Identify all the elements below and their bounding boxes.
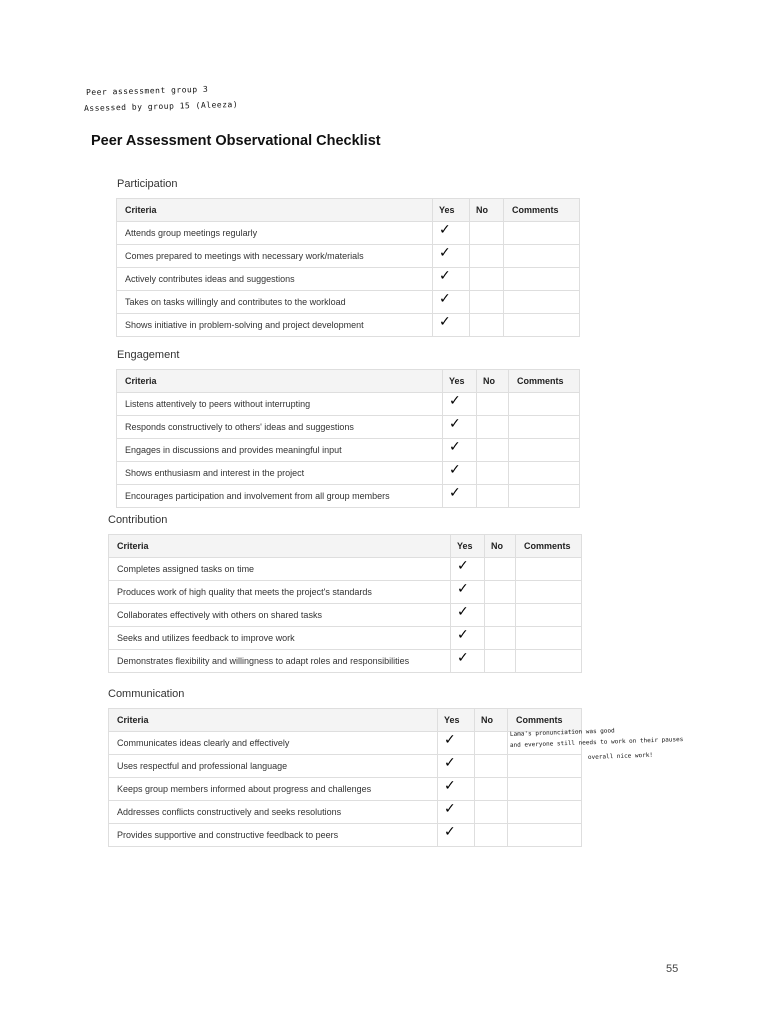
checkmark-icon: ✓ — [444, 824, 456, 840]
section-title-communication: Communication — [108, 688, 185, 700]
comments-header: Comments — [516, 535, 582, 558]
yes-cell — [443, 393, 477, 416]
yes-cell — [443, 416, 477, 439]
yes-cell — [451, 650, 485, 673]
no-cell — [470, 245, 504, 268]
table-row — [117, 222, 580, 245]
checkmark-icon: ✓ — [444, 732, 456, 748]
table-row — [117, 462, 580, 485]
no-cell — [470, 268, 504, 291]
no-header: No — [485, 535, 516, 558]
table-header-row — [109, 535, 582, 558]
handwritten-comment-line-1: Lama's pronunciation was good — [509, 727, 615, 738]
criteria-cell: Encourages participation and involvement from all group members — [117, 485, 443, 508]
criteria-cell: Comes prepared to meetings with necessary work/materials — [117, 245, 433, 268]
yes-cell — [438, 801, 475, 824]
table-row — [109, 604, 582, 627]
handwritten-comment-line-3: overall nice work! — [587, 751, 654, 761]
no-header: No — [470, 199, 504, 222]
yes-header: Yes — [451, 535, 485, 558]
table-row — [109, 558, 582, 581]
comments-cell — [504, 291, 580, 314]
checkmark-icon: ✓ — [457, 604, 469, 620]
no-cell — [485, 558, 516, 581]
checkmark-icon: ✓ — [439, 222, 451, 238]
criteria-cell: Engages in discussions and provides meaningful input — [117, 439, 443, 462]
yes-cell — [451, 604, 485, 627]
checkmark-icon: ✓ — [444, 755, 456, 771]
criteria-header: Criteria — [109, 709, 438, 732]
checkmark-icon: ✓ — [449, 439, 461, 455]
criteria-cell: Keeps group members informed about progress and challenges — [109, 778, 438, 801]
criteria-cell: Produces work of high quality that meets the project's standards — [109, 581, 451, 604]
no-header: No — [475, 709, 508, 732]
criteria-cell: Provides supportive and constructive feedback to peers — [109, 824, 438, 847]
comments-cell — [516, 650, 582, 673]
table-header-row — [117, 370, 580, 393]
comments-cell — [504, 222, 580, 245]
table-row — [117, 291, 580, 314]
yes-cell — [438, 755, 475, 778]
yes-cell — [438, 824, 475, 847]
comments-cell — [509, 416, 580, 439]
no-cell — [485, 627, 516, 650]
checkmark-icon: ✓ — [439, 245, 451, 261]
comments-cell — [508, 755, 582, 778]
participation-table — [116, 198, 580, 337]
no-cell — [477, 393, 509, 416]
no-cell — [477, 485, 509, 508]
criteria-cell: Completes assigned tasks on time — [109, 558, 451, 581]
yes-header: Yes — [438, 709, 475, 732]
yes-cell — [451, 627, 485, 650]
criteria-cell: Communicates ideas clearly and effectively — [109, 732, 438, 755]
communication-table — [108, 708, 582, 847]
no-cell — [485, 604, 516, 627]
no-cell — [470, 314, 504, 337]
comments-cell — [509, 485, 580, 508]
yes-cell — [438, 778, 475, 801]
yes-header: Yes — [433, 199, 470, 222]
no-cell — [475, 732, 508, 755]
comments-header: Comments — [508, 709, 582, 732]
comments-cell — [504, 268, 580, 291]
contribution-table — [108, 534, 582, 673]
yes-cell — [433, 291, 470, 314]
criteria-cell: Addresses conflicts constructively and seeks resolutions — [109, 801, 438, 824]
no-cell — [475, 778, 508, 801]
section-title-participation: Participation — [117, 178, 178, 190]
comments-cell — [516, 627, 582, 650]
table-row — [117, 485, 580, 508]
checkmark-icon: ✓ — [439, 268, 451, 284]
criteria-cell: Attends group meetings regularly — [117, 222, 433, 245]
yes-header: Yes — [443, 370, 477, 393]
comments-cell — [504, 245, 580, 268]
comments-cell — [509, 393, 580, 416]
comments-header: Comments — [509, 370, 580, 393]
yes-cell — [433, 268, 470, 291]
handwritten-note-assessor: Assessed by group 15 (Aleeza) — [83, 99, 239, 113]
table-row — [117, 393, 580, 416]
table-row — [117, 245, 580, 268]
table-row — [117, 439, 580, 462]
comments-cell — [509, 439, 580, 462]
table-row — [109, 650, 582, 673]
table-row — [117, 268, 580, 291]
checkmark-icon: ✓ — [449, 462, 461, 478]
comments-cell — [516, 604, 582, 627]
no-cell — [475, 824, 508, 847]
yes-cell — [433, 222, 470, 245]
no-cell — [485, 581, 516, 604]
section-title-contribution: Contribution — [108, 514, 168, 526]
checkmark-icon: ✓ — [444, 778, 456, 794]
criteria-header: Criteria — [117, 370, 443, 393]
comments-cell — [508, 778, 582, 801]
criteria-cell: Takes on tasks willingly and contributes to the workload — [117, 291, 433, 314]
yes-cell — [443, 485, 477, 508]
criteria-cell: Uses respectful and professional language — [109, 755, 438, 778]
criteria-header: Criteria — [117, 199, 433, 222]
table-row — [109, 801, 582, 824]
comments-cell — [504, 314, 580, 337]
table-row — [117, 314, 580, 337]
checkmark-icon: ✓ — [449, 393, 461, 409]
checkmark-icon: ✓ — [449, 485, 461, 501]
criteria-cell: Demonstrates flexibility and willingness to adapt roles and responsibilities — [109, 650, 451, 673]
table-row — [117, 416, 580, 439]
comments-cell — [516, 581, 582, 604]
table-row — [109, 581, 582, 604]
checkmark-icon: ✓ — [457, 581, 469, 597]
checkmark-icon: ✓ — [457, 650, 469, 666]
handwritten-note-group: Peer assessment group 3 — [85, 84, 209, 97]
no-cell — [477, 439, 509, 462]
checkmark-icon: ✓ — [439, 291, 451, 307]
table-header-row — [109, 709, 582, 732]
table-header-row — [117, 199, 580, 222]
criteria-cell: Responds constructively to others' ideas and suggestions — [117, 416, 443, 439]
checkmark-icon: ✓ — [457, 558, 469, 574]
no-cell — [470, 291, 504, 314]
criteria-cell: Shows enthusiasm and interest in the project — [117, 462, 443, 485]
yes-cell — [451, 558, 485, 581]
criteria-header: Criteria — [109, 535, 451, 558]
yes-cell — [438, 732, 475, 755]
no-cell — [477, 416, 509, 439]
table-row — [109, 778, 582, 801]
no-cell — [475, 755, 508, 778]
handwritten-comment-line-2: and everyone still needs to work on their pauses — [509, 735, 684, 749]
yes-cell — [433, 245, 470, 268]
criteria-cell: Actively contributes ideas and suggestions — [117, 268, 433, 291]
section-title-engagement: Engagement — [117, 349, 180, 361]
table-row — [109, 627, 582, 650]
table-row — [109, 824, 582, 847]
comments-cell — [509, 462, 580, 485]
no-cell — [477, 462, 509, 485]
engagement-table — [116, 369, 580, 508]
criteria-cell: Shows initiative in problem-solving and project development — [117, 314, 433, 337]
comments-cell — [508, 801, 582, 824]
yes-cell — [443, 462, 477, 485]
checkmark-icon: ✓ — [457, 627, 469, 643]
checkmark-icon: ✓ — [449, 416, 461, 432]
checkmark-icon: ✓ — [439, 314, 451, 330]
yes-cell — [451, 581, 485, 604]
page-title: Peer Assessment Observational Checklist — [91, 133, 381, 149]
no-cell — [470, 222, 504, 245]
comments-header: Comments — [504, 199, 580, 222]
criteria-cell: Seeks and utilizes feedback to improve work — [109, 627, 451, 650]
table-row — [109, 755, 582, 778]
no-cell — [485, 650, 516, 673]
yes-cell — [433, 314, 470, 337]
no-cell — [475, 801, 508, 824]
comments-cell — [508, 824, 582, 847]
no-header: No — [477, 370, 509, 393]
criteria-cell: Collaborates effectively with others on shared tasks — [109, 604, 451, 627]
comments-cell — [516, 558, 582, 581]
page-number: 55 — [666, 963, 679, 975]
yes-cell — [443, 439, 477, 462]
checkmark-icon: ✓ — [444, 801, 456, 817]
criteria-cell: Listens attentively to peers without interrupting — [117, 393, 443, 416]
